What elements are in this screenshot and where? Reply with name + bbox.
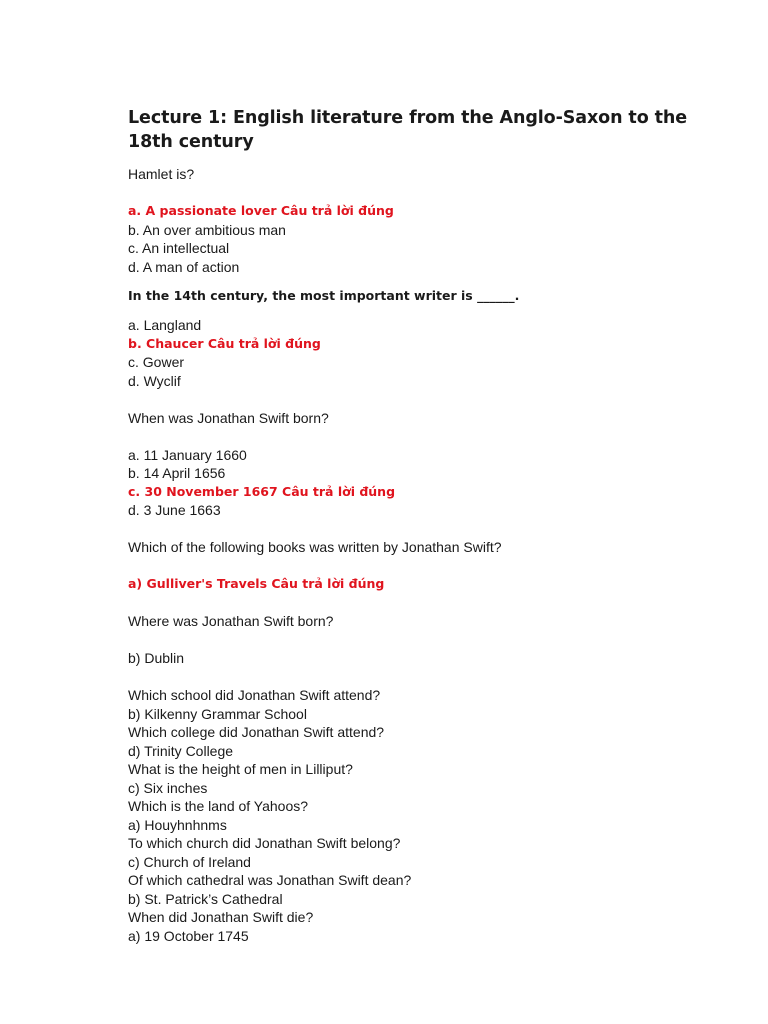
answer-option: d. A man of action	[128, 258, 240, 275]
question-swift-born-where: Where was Jonathan Swift born?	[128, 613, 334, 629]
answer-option: b) Dublin	[128, 650, 185, 666]
answer-option: a. Langland	[128, 317, 202, 333]
answer-option: d. 3 June 1663	[128, 502, 221, 518]
qa-question: When did Jonathan Swift die?	[128, 909, 314, 925]
question-swift-born-when: When was Jonathan Swift born?	[128, 409, 329, 426]
qa-question: Of which cathedral was Jonathan Swift dean?	[128, 872, 412, 888]
answer-option: a. 11 January 1660	[128, 446, 247, 463]
qa-answer: c) Church of Ireland	[128, 853, 251, 870]
answer-option: b. 14 April 1656	[128, 465, 226, 481]
answer-option: c. Gower	[128, 354, 185, 370]
lecture-title: Lecture 1: English literature from the Anglo-Saxon to the 18th century	[128, 108, 688, 152]
qa-question: Which college did Jonathan Swift attend?	[128, 724, 385, 740]
answer-correct: a) Gulliver's Travels Câu trả lời đúng	[128, 576, 385, 591]
answer-option: b. An over ambitious man	[128, 221, 286, 238]
answer-option: c. An intellectual	[128, 240, 230, 256]
question-hamlet: Hamlet is?	[128, 166, 195, 182]
qa-question: Which school did Jonathan Swift attend?	[128, 687, 381, 703]
qa-question: Which is the land of Yahoos?	[128, 798, 309, 814]
question-14th-century: In the 14th century, the most important writer is ______.	[128, 288, 520, 303]
answer-correct: a. A passionate lover Câu trả lời đúng	[128, 203, 394, 218]
question-swift-books: Which of the following books was written by Jonathan Swift?	[128, 539, 502, 555]
answer-option: d. Wyclif	[128, 372, 181, 389]
answer-correct: b. Chaucer Câu trả lời đúng	[128, 335, 321, 351]
qa-answer: b) Kilkenny Grammar School	[128, 705, 307, 722]
qa-answer: b) St. Patrick’s Cathedral	[128, 890, 283, 907]
qa-question: To which church did Jonathan Swift belong?	[128, 835, 401, 851]
qa-answer: d) Trinity College	[128, 742, 234, 759]
answer-correct: c. 30 November 1667 Câu trả lời đúng	[128, 483, 396, 499]
document-page	[128, 106, 708, 945]
qa-answer: a) Houyhnhnms	[128, 816, 227, 833]
qa-question: What is the height of men in Lilliput?	[128, 761, 353, 777]
qa-answer: c) Six inches	[128, 779, 208, 796]
qa-answer: a) 19 October 1745	[128, 927, 249, 944]
